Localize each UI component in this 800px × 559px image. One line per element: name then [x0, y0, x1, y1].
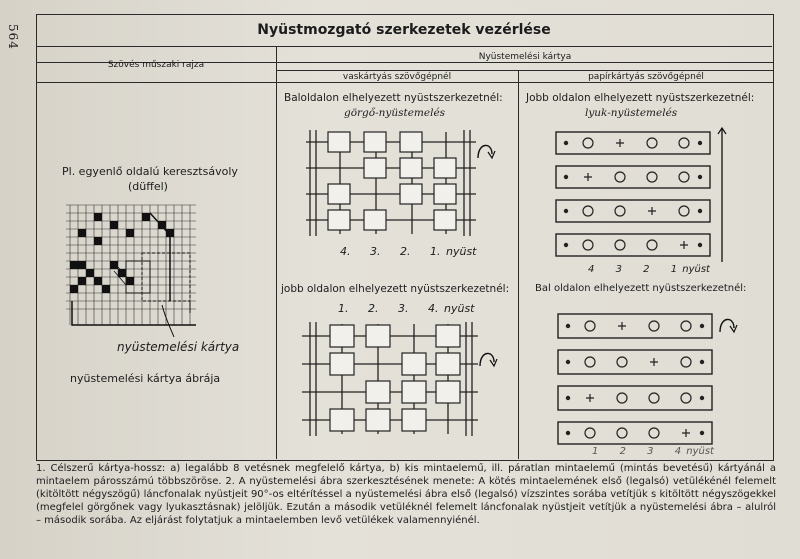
- right-bottom-nums: [592, 446, 714, 457]
- footnote: 1. Célszerű kártya-hossz: a) legalább 8 vetésnek megfelelő kártya, b) kis mintaelemű, ill. páratlan mintaelemű (mintás bevetésű) kártyánál a mintaelem párosszámú többszöröse. 2. A nyüstemelési ábra szerkesztésének menete: A kötés mintaelemének első (legalsó) vetülékénél felemelt (kitöltött négyszögű) láncfonalak nyüstjeit 90°-os eltérítéssel a nyüstemelési ábra első (legalsó) vízszintes sorába vetítjük s kitöltött négyszögekkel (megfelel görgőnek vagy lyukasztásnak) jelöljük. Ezután a második vetüléknél felemelt láncfonalak nyüstjeit vetítjük a nyüstemelési ábra – alulról – második sorába. Az eljárást folytatjuk a mintaelemben levő vetülékek valamennyiénél.: [36, 463, 776, 526]
- page-title: Nyüstmozgató szerkezetek vezérlése: [36, 14, 772, 47]
- hole-4: 4: [588, 264, 595, 275]
- right-top-nums: [588, 264, 710, 275]
- heddle-2: 2.: [400, 245, 411, 258]
- caption-card-diagram: nyüstemelési kártya ábrája: [70, 372, 221, 385]
- header-paper-card: papírkártyás szövőgépnél: [588, 72, 704, 82]
- page-number: 564: [6, 24, 20, 50]
- hole-3: 3: [615, 264, 622, 275]
- weave-grid-drawing: [66, 205, 216, 330]
- hole-1: 1 nyüst: [670, 264, 710, 275]
- mid-top-nums: [340, 245, 477, 258]
- hole-2: 2: [643, 264, 650, 275]
- heddle-b4: 4. nyüst: [428, 302, 475, 315]
- header-iron-card: vaskártyás szövőgépnél: [342, 72, 452, 82]
- heddle-3: 3.: [370, 245, 381, 258]
- header-card: Nyüstemelési kártya: [478, 52, 572, 62]
- header-drawing: Szövés műszaki rajza: [107, 60, 205, 70]
- header-bottom-line: [36, 82, 774, 83]
- iron-card-top-drawing: [306, 128, 496, 240]
- paper-card-top-drawing: [554, 128, 744, 260]
- caption-duffel: (düffel): [128, 180, 168, 193]
- mid-bottom-label: jobb oldalon elhelyezett nyüstszerkezetnél:: [281, 283, 510, 295]
- heddle-4: 4.: [340, 245, 351, 258]
- heddle-b3: 3.: [398, 302, 409, 315]
- mid-top-sub: görgő-nyüstemelés: [344, 107, 446, 119]
- hole-b1: 1: [592, 446, 599, 457]
- caption-weave: Pl. egyenlő oldalú keresztsávoly: [62, 165, 238, 178]
- paper-card-bottom-drawing: [556, 310, 746, 446]
- right-top-sub: lyuk-nyüstemelés: [585, 107, 678, 119]
- heddle-1: 1. nyüst: [430, 245, 477, 258]
- subheader-divider: [276, 70, 774, 71]
- heddle-b1: 1.: [338, 302, 349, 315]
- mid-top-label: Baloldalon elhelyezett nyüstszerkezetnél:: [284, 92, 503, 104]
- handwritten-label: nyüstemelési kártya: [117, 340, 240, 354]
- mid-bottom-nums: [338, 302, 475, 315]
- hole-b4: 4 nyüst: [674, 446, 714, 457]
- heddle-b2: 2.: [368, 302, 379, 315]
- hole-b2: 2: [619, 446, 626, 457]
- right-bottom-label: Bal oldalon elhelyezett nyüstszerkezetnél:: [535, 283, 747, 294]
- iron-card-bottom-drawing: [300, 320, 500, 440]
- right-top-label: Jobb oldalon elhelyezett nyüstszerkezetnél:: [526, 92, 755, 104]
- col-divider-1: [276, 47, 277, 459]
- hole-b3: 3: [647, 446, 654, 457]
- col-divider-2: [518, 70, 519, 459]
